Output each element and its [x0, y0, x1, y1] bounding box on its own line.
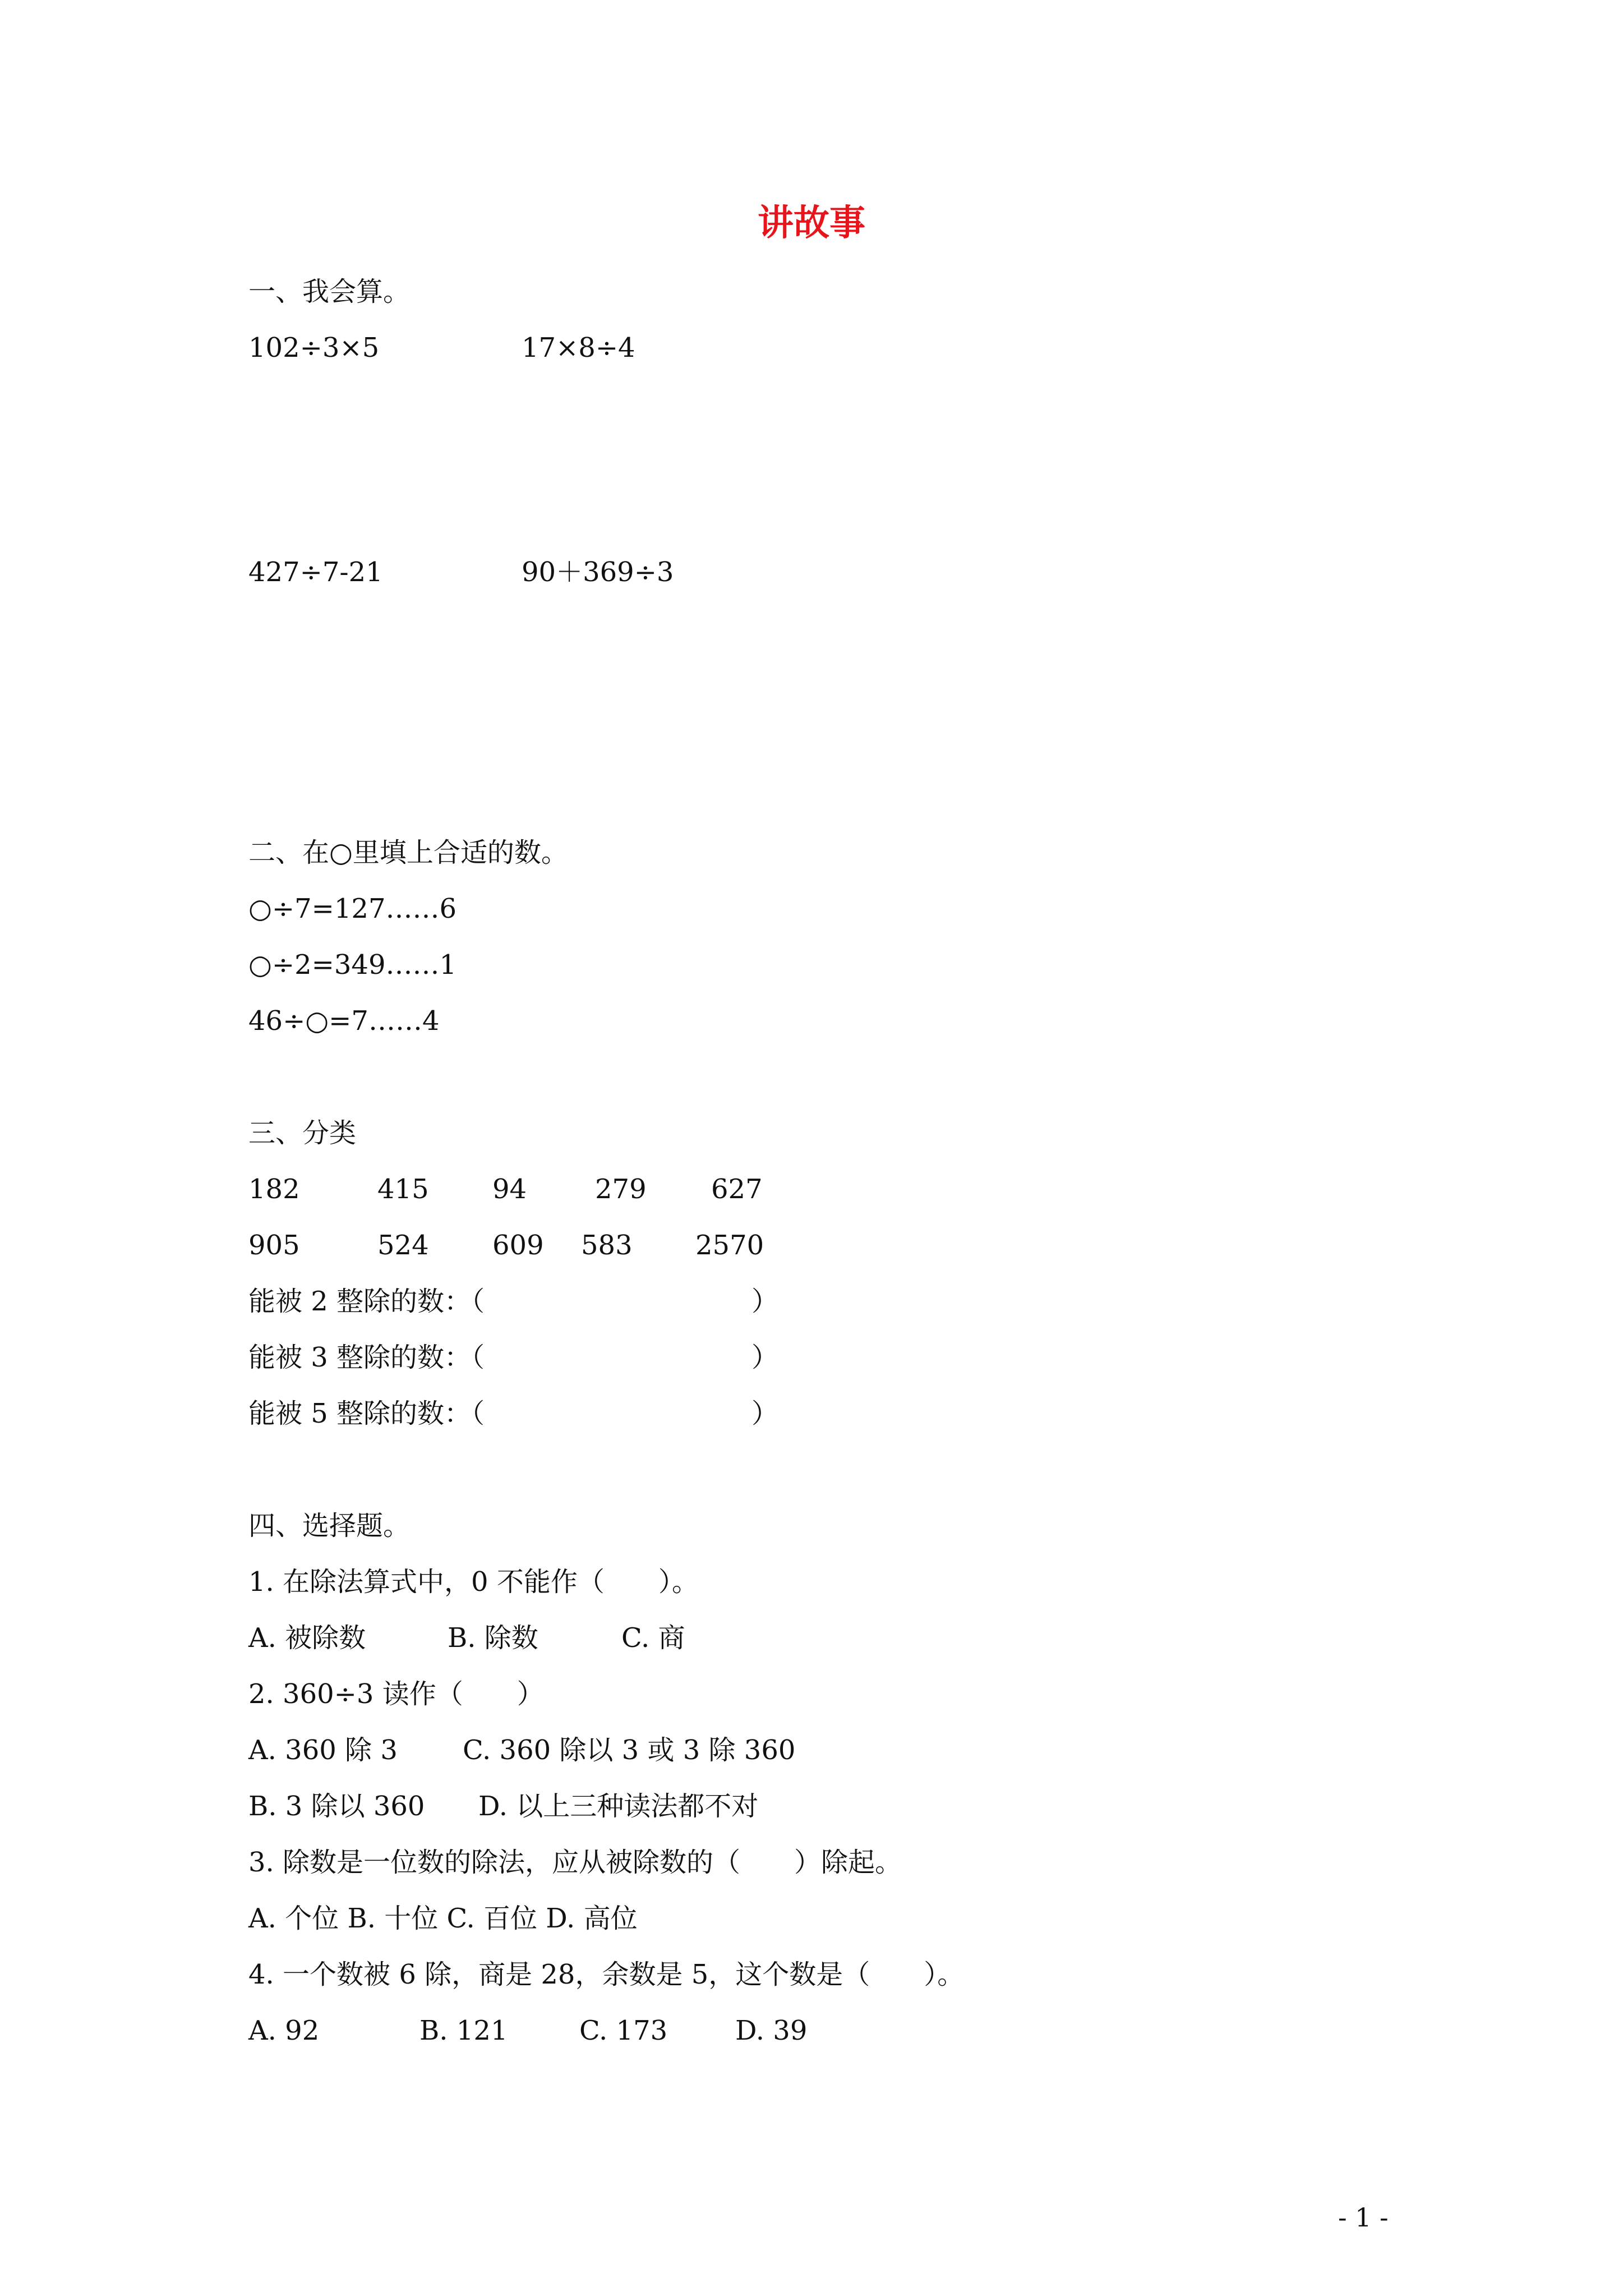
- section-4-heading: 四、选择题。: [248, 1510, 411, 1542]
- number-item: 182: [248, 1174, 300, 1205]
- answer-close-paren: ）: [751, 1342, 779, 1373]
- section-3-heading: 三、分类: [248, 1117, 357, 1149]
- fill-line-3: 46÷○=7……4: [248, 1005, 440, 1037]
- page-title: 讲故事: [758, 202, 865, 244]
- question-4-option-c: C. 173: [579, 2015, 668, 2046]
- number-item: 627: [711, 1174, 763, 1205]
- expression-4: 90＋369÷3: [522, 556, 674, 588]
- number-item: 415: [377, 1174, 429, 1205]
- page-number: - 1 -: [1338, 2202, 1389, 2233]
- number-item: 609: [492, 1230, 544, 1261]
- number-item: 279: [595, 1174, 647, 1205]
- question-2: 2. 360÷3 读作（ ）: [248, 1678, 544, 1710]
- number-item: 524: [377, 1230, 429, 1261]
- question-4-option-d: D. 39: [735, 2015, 808, 2046]
- answer-close-paren: ）: [751, 1286, 779, 1317]
- question-2-option-c: C. 360 除以 3 或 3 除 360: [463, 1734, 796, 1766]
- answer-close-paren: ）: [751, 1398, 779, 1429]
- question-1-option-c: C. 商: [621, 1622, 685, 1654]
- divisible-by-3-label: 能被 3 整除的数：（: [248, 1342, 485, 1373]
- question-2-option-b: B. 3 除以 360: [248, 1791, 425, 1822]
- question-3: 3. 除数是一位数的除法，应从被除数的（ ）除起。: [248, 1847, 902, 1878]
- fill-line-2: ○÷2=349……1: [248, 949, 457, 981]
- number-item: 905: [248, 1230, 300, 1261]
- section-1-heading: 一、我会算。: [248, 276, 411, 307]
- question-1: 1. 在除法算式中，0 不能作（ ）。: [248, 1566, 699, 1598]
- question-3-options: A. 个位 B. 十位 C. 百位 D. 高位: [248, 1903, 638, 1934]
- question-4-option-b: B. 121: [419, 2015, 508, 2046]
- section-2-heading: 二、在○里填上合适的数。: [248, 837, 568, 868]
- question-2-option-d: D. 以上三种读法都不对: [478, 1791, 759, 1822]
- question-4: 4. 一个数被 6 除，商是 28，余数是 5，这个数是（ ）。: [248, 1959, 965, 1990]
- expression-2: 17×8÷4: [522, 332, 635, 364]
- expression-3: 427÷7-21: [248, 556, 383, 588]
- number-item: 583: [581, 1230, 633, 1261]
- fill-line-1: ○÷7=127……6: [248, 893, 457, 924]
- expression-1: 102÷3×5: [248, 332, 380, 364]
- question-2-option-a: A. 360 除 3: [248, 1734, 398, 1766]
- divisible-by-5-label: 能被 5 整除的数：（: [248, 1398, 485, 1429]
- number-item: 94: [492, 1174, 527, 1205]
- divisible-by-2-label: 能被 2 整除的数：（: [248, 1286, 485, 1317]
- question-1-option-b: B. 除数: [448, 1622, 538, 1654]
- question-1-option-a: A. 被除数: [248, 1622, 366, 1654]
- number-item: 2570: [695, 1230, 764, 1261]
- question-4-option-a: A. 92: [248, 2015, 320, 2046]
